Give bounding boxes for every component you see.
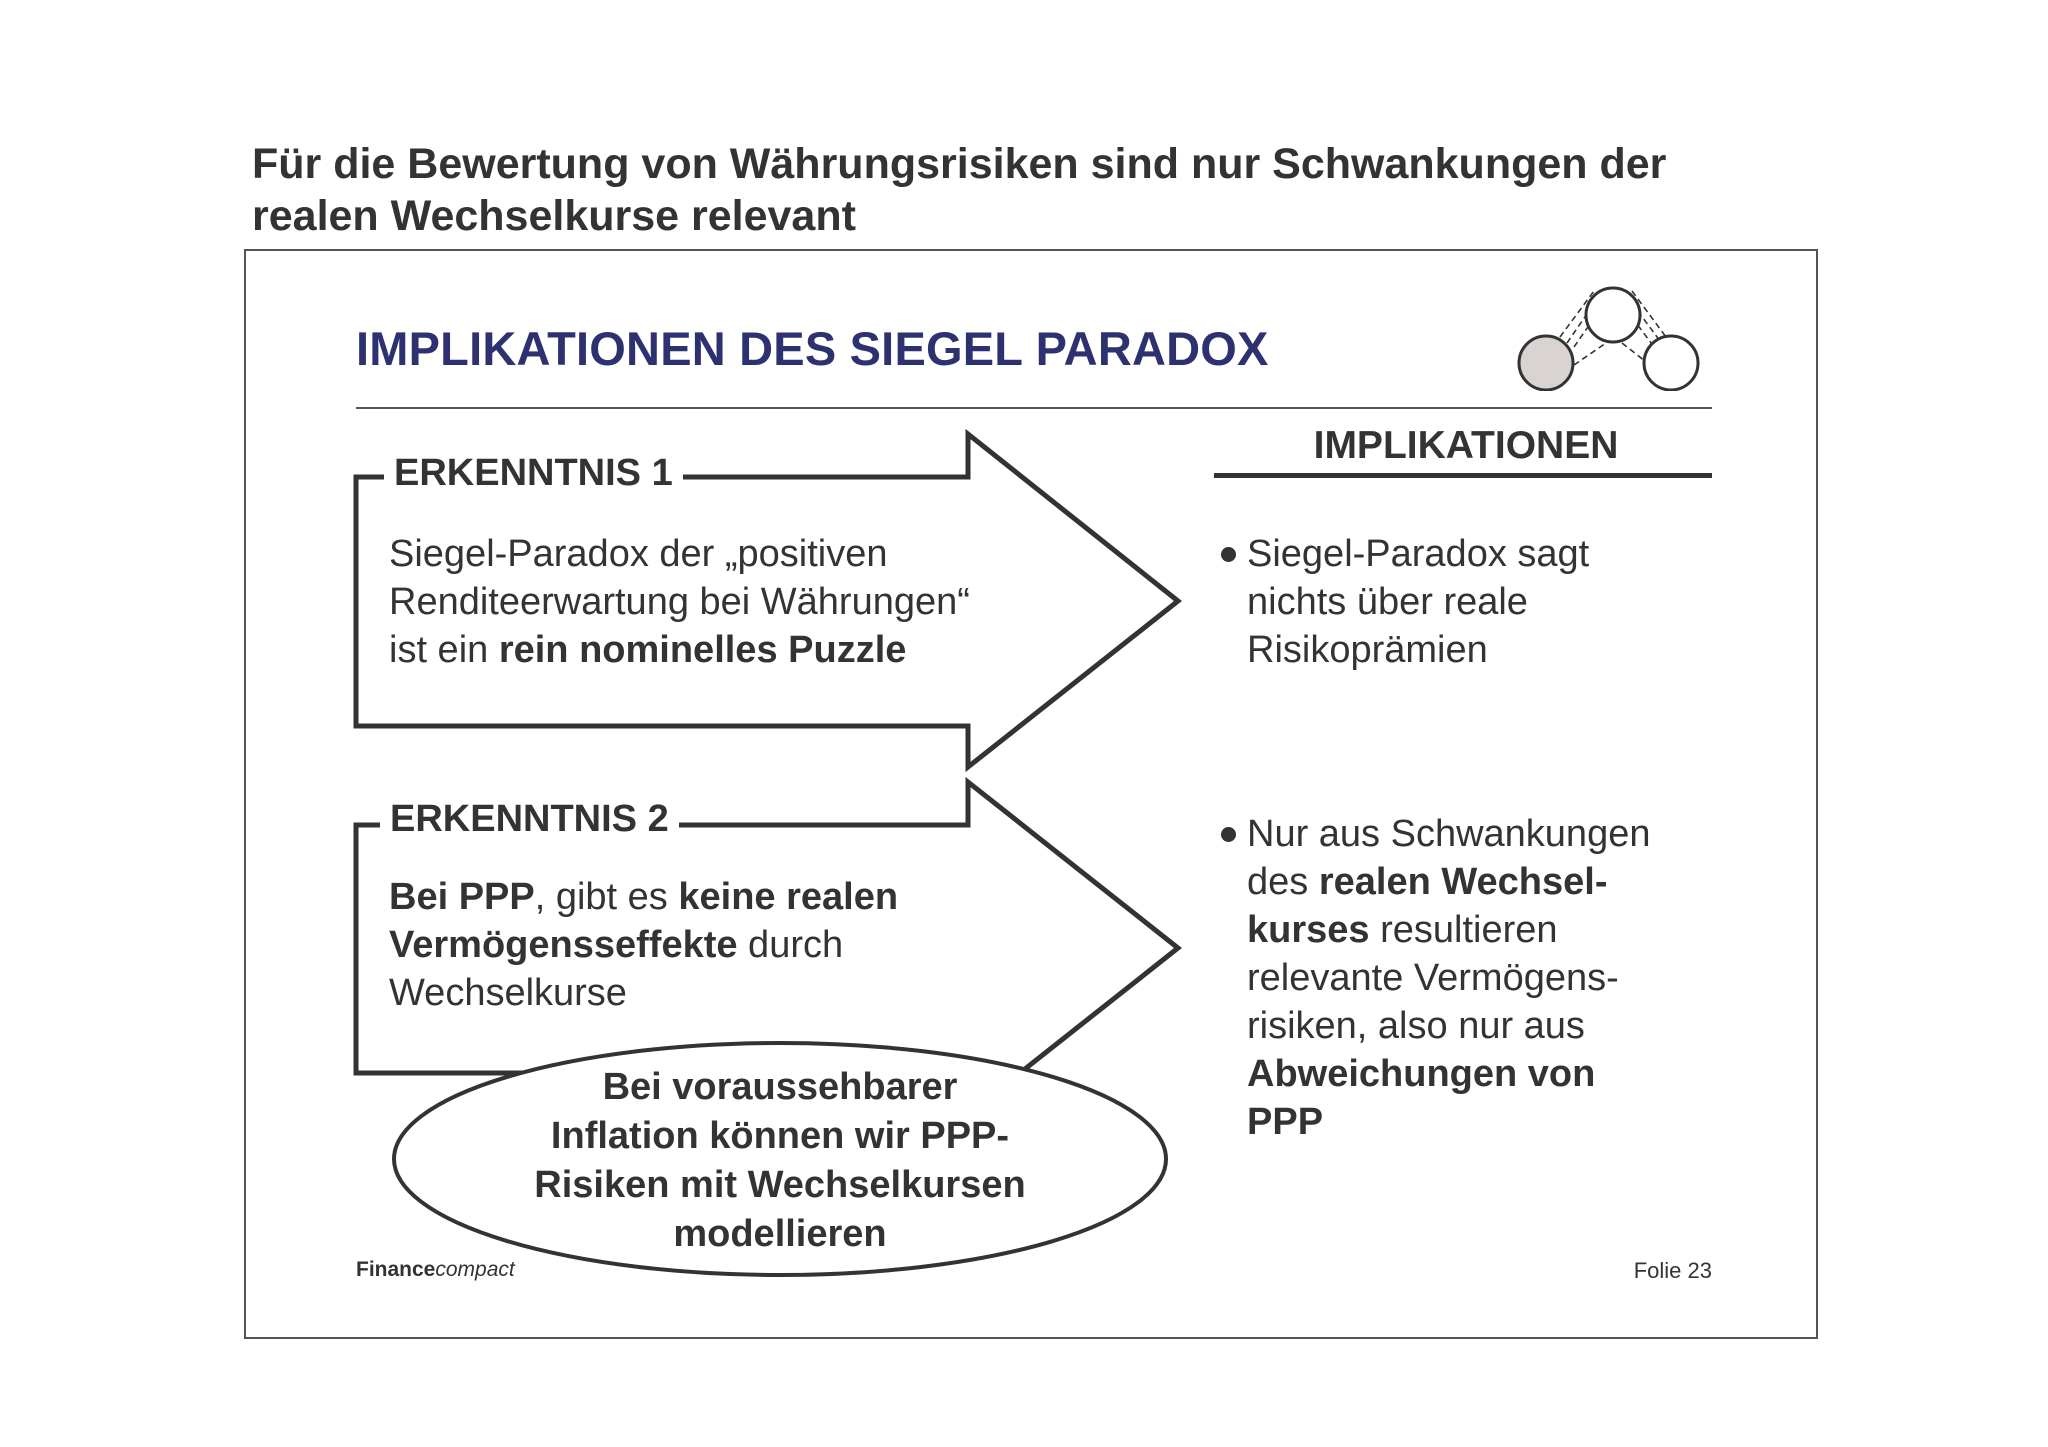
erkenntnis1-line2: Renditeerwartung bei Währungen“	[389, 581, 970, 623]
slide-title: IMPLIKATIONEN DES SIEGEL PARADOX	[356, 322, 1269, 375]
bullet2-l2-bold: realen Wechsel-	[1318, 861, 1608, 903]
footer-brand-italic: compact	[435, 1258, 515, 1281]
erkenntnis2-label: ERKENNTNIS 2	[380, 796, 679, 842]
erkenntnis2-l1-bold1: Bei PPP	[389, 876, 535, 918]
erkenntnis2-l1-plain: , gibt es	[534, 876, 679, 918]
bullet2-l2-plain: des	[1247, 861, 1319, 903]
bullet-dot	[1221, 827, 1236, 842]
erkenntnis2-text	[389, 873, 989, 1017]
page-heading-line1: Für die Bewertung von Währungsrisiken sind nur Schwankungen der	[252, 140, 1667, 188]
erkenntnis2-l2-bold: Vermögensseffekte	[389, 924, 738, 966]
erkenntnis1-line3-plain: ist ein	[389, 629, 499, 671]
footer-brand-bold: Finance	[356, 1258, 436, 1281]
bullet-dot	[1221, 547, 1236, 562]
footer-page-number: Folie 23	[1633, 1258, 1712, 1283]
bullet-1-text	[1247, 530, 1707, 674]
bullet2-line5: risiken, also nur aus	[1247, 1005, 1585, 1047]
page-heading	[252, 138, 1812, 242]
bullet2-line7: PPP	[1247, 1101, 1324, 1143]
bullet-2-text	[1247, 810, 1707, 1146]
bullet2-line4: relevante Vermögens-	[1247, 957, 1619, 999]
slide	[244, 249, 1818, 1339]
implikationen-header: IMPLIKATIONEN	[1313, 424, 1619, 467]
ellipse-line4: modellieren	[673, 1213, 887, 1255]
bullet1-line3: Risikoprämien	[1247, 629, 1488, 671]
inflation-ellipse-text	[390, 1063, 1170, 1259]
ellipse-line3: Risiken mit Wechselkursen	[534, 1164, 1026, 1206]
implikationen-divider	[1214, 473, 1712, 478]
footer-brand-logo	[356, 1258, 515, 1282]
erkenntnis1-line1: Siegel-Paradox der „positiven	[389, 533, 888, 575]
ellipse-line1: Bei voraussehbarer	[602, 1066, 958, 1108]
erkenntnis2-l2-plain: durch	[737, 924, 844, 966]
erkenntnis2-l3: Wechselkurse	[389, 972, 627, 1014]
bullet2-l3-bold: kurses	[1247, 909, 1370, 951]
bullet2-line6: Abweichungen von	[1247, 1053, 1596, 1095]
erkenntnis1-label: ERKENNTNIS 1	[384, 450, 683, 496]
erkenntnis1-text	[389, 530, 989, 674]
bullet2-l3-plain: resultieren	[1369, 909, 1558, 951]
ellipse-line2: Inflation können wir PPP-	[550, 1115, 1010, 1157]
erkenntnis2-l1-bold2: keine realen	[678, 876, 899, 918]
erkenntnis1-line3-bold: rein nominelles Puzzle	[498, 629, 907, 671]
page-heading-line2: realen Wechselkurse relevant	[252, 192, 856, 240]
bullet2-line1: Nur aus Schwankungen	[1247, 813, 1651, 855]
bullet1-line1: Siegel-Paradox sagt	[1247, 533, 1590, 575]
bullet1-line2: nichts über reale	[1247, 581, 1528, 623]
